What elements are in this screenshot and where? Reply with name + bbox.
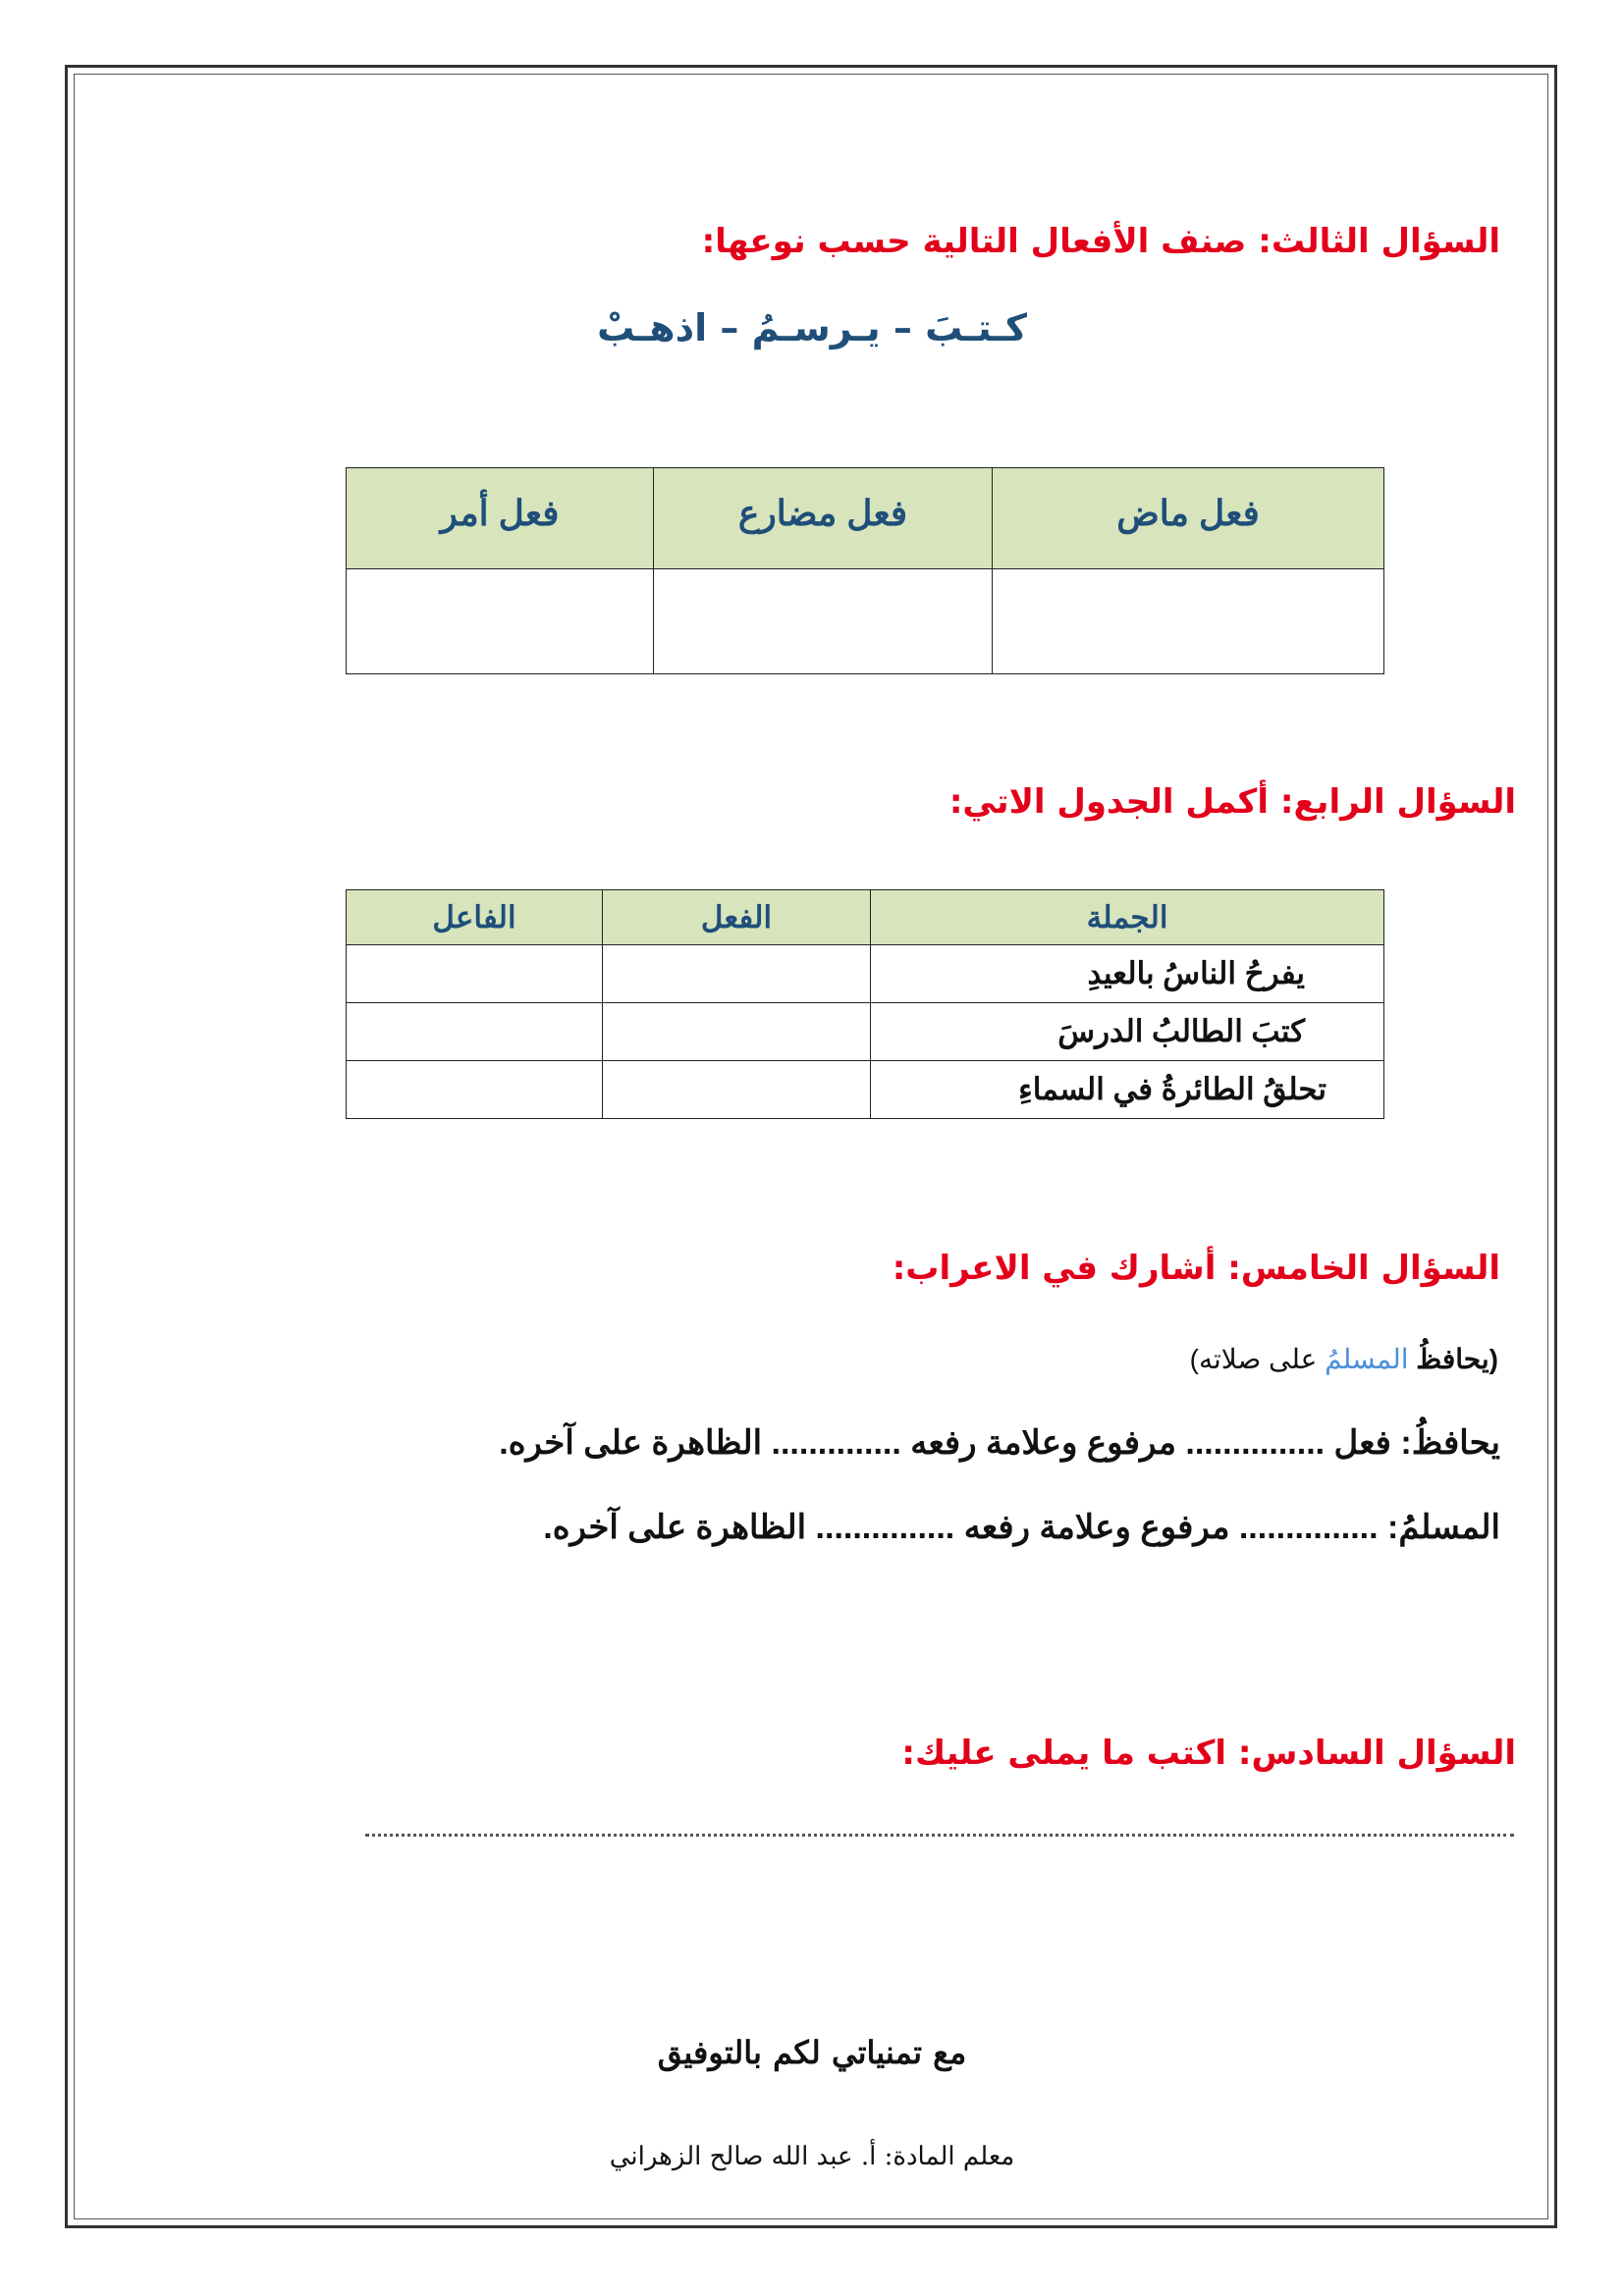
q4-title: السؤال الرابع	[1293, 782, 1516, 822]
q4-header-sentence: الجملة	[871, 890, 1384, 945]
table-row	[347, 945, 1384, 1003]
q5-instruction: أشارك في الاعراب:	[892, 1249, 1217, 1288]
q3-separator: :	[1258, 222, 1272, 261]
closing-wish: مع تمنياتي لكم بالتوفيق	[657, 2034, 967, 2071]
q4-sentence-3: تحلقُ الطائرةُ في السماءِ	[871, 1061, 1384, 1119]
q6-title: السؤال السادس	[1251, 1734, 1516, 1773]
q4-sentence-1: يفرحُ الناسُ بالعيدِ	[871, 945, 1384, 1003]
q4-table-header-row	[347, 890, 1384, 945]
q5-iraab-line-1: يحافظُ: فعل ............... مرفوع وعلامة رفعه .............. الظاهرة على آخره.	[499, 1424, 1500, 1462]
q4-table	[346, 889, 1384, 1119]
q3-title: السؤال الثالث	[1271, 222, 1500, 261]
q5-separator: :	[1227, 1249, 1241, 1288]
q3-instruction: صنف الأفعال التالية حسب نوعها:	[701, 222, 1247, 261]
q3-table-header-row	[347, 468, 1384, 569]
table-row	[347, 569, 1384, 674]
q6-instruction: اكتب ما يملى عليك:	[901, 1734, 1227, 1773]
q5-iraab-line-2: المسلمُ: ............... مرفوع وعلامة رفعه ............... الظاهرة على آخره.	[543, 1509, 1500, 1546]
q3-heading	[702, 222, 1500, 261]
q5-sentence-rest: على صلاته)	[1189, 1344, 1326, 1374]
q4-heading	[949, 782, 1516, 822]
q5-title: السؤال الخامس	[1240, 1249, 1500, 1288]
q4-verb-answer-3[interactable]	[603, 1061, 871, 1119]
q3-header-imperative: فعل أمر	[347, 468, 654, 569]
q4-subject-answer-2[interactable]	[347, 1003, 603, 1061]
q3-answer-past[interactable]	[993, 569, 1384, 674]
q3-verbs: كـتـبَ – يـرسـمُ – اذهـبْ	[597, 306, 1027, 349]
table-row	[347, 1061, 1384, 1119]
q4-header-subject: الفاعل	[347, 890, 603, 945]
q3-answer-imperative[interactable]	[347, 569, 654, 674]
q4-verb-answer-2[interactable]	[603, 1003, 871, 1061]
q3-table	[346, 467, 1384, 674]
q5-sentence-highlight: المسلمُ	[1325, 1344, 1409, 1374]
q3-header-present: فعل مضارع	[654, 468, 993, 569]
q4-subject-answer-1[interactable]	[347, 945, 603, 1003]
q4-header-verb: الفعل	[603, 890, 871, 945]
q5-heading	[893, 1249, 1500, 1288]
table-row	[347, 1003, 1384, 1061]
q3-header-past: فعل ماض	[993, 468, 1384, 569]
q6-heading	[901, 1734, 1516, 1773]
q4-separator: :	[1279, 782, 1294, 822]
q3-answer-present[interactable]	[654, 569, 993, 674]
q5-sentence-open: (يحافظُ	[1408, 1344, 1498, 1374]
q4-subject-answer-3[interactable]	[347, 1061, 603, 1119]
q5-sentence	[1190, 1343, 1498, 1375]
q4-sentence-2: كتبَ الطالبُ الدرسَ	[871, 1003, 1384, 1061]
q4-instruction: أكمل الجدول الاتي:	[948, 782, 1269, 822]
page-border-inner	[74, 74, 1548, 2219]
q6-separator: :	[1237, 1734, 1252, 1773]
q4-verb-answer-1[interactable]	[603, 945, 871, 1003]
teacher-name: معلم المادة: أ. عبد الله صالح الزهراني	[609, 2142, 1015, 2171]
q6-dictation-line[interactable]	[365, 1834, 1514, 1837]
